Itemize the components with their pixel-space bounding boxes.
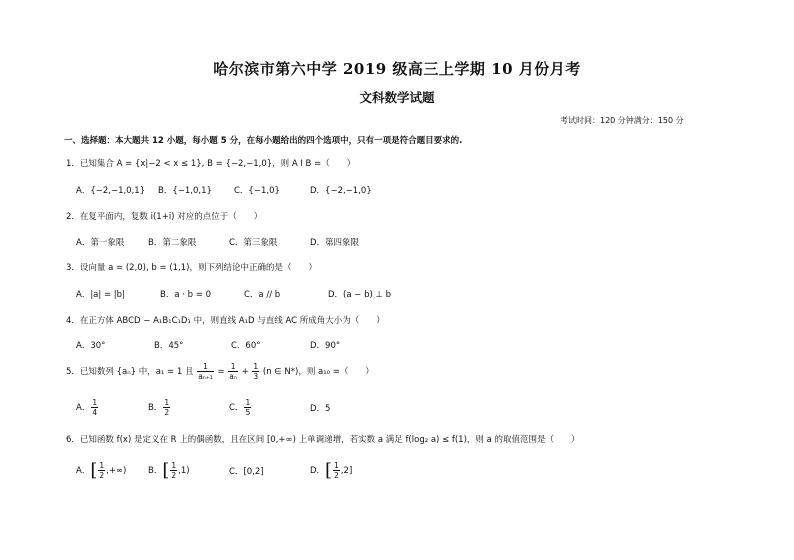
question-3-option-a: A．|a| = |b| <box>76 290 125 300</box>
question-1-option-d: D．{−2,−1,0} <box>310 186 372 196</box>
question-4-option-c: C．60° <box>231 341 261 351</box>
question-5-option-d: D．5 <box>310 404 331 414</box>
question-4-stem: 4．在正方体 ABCD − A₁B₁C₁D₁ 中，则直线 A₁D 与直线 AC 所成角大小为（ ） <box>66 316 385 326</box>
question-6-option-b: B．[ $\frac{1}{2}$ ,1) <box>148 460 190 481</box>
question-3-stem: 3．设向量 a = (2,0), b = (1,1)，则下列结论中正确的是（ ） <box>66 263 317 273</box>
question-2-option-b: B．第二象限 <box>148 238 197 248</box>
question-4-option-a: A．30° <box>76 341 106 351</box>
question-3-option-c: C．a // b <box>244 290 281 300</box>
question-2-option-c: C．第三象限 <box>229 238 278 248</box>
question-6-stem: 6．已知函数 f(x) 是定义在 R 上的偶函数，且在区间 [0,+∞) 上单调递增，若实数 a 满足 f(log₂ a) ≤ f(1)，则 a 的取值范围是（ ） <box>66 435 580 445</box>
question-5-option-c: C． $\frac{1}{5}$ <box>229 398 251 417</box>
question-1-option-b: B．{−1,0,1} <box>158 186 212 196</box>
question-6-option-a: A．[ $\frac{1}{2}$ ,+∞) <box>76 460 127 481</box>
question-4-option-d: D．90° <box>310 341 341 351</box>
question-5-plus: + <box>241 367 249 377</box>
question-3-option-d: D．(a − b) ⊥ b <box>328 290 392 300</box>
question-5-fraction-2: $\frac{1}{\text{aₙ}}$ <box>229 362 237 381</box>
question-6-option-c: C．[0,2] <box>229 467 264 477</box>
question-4-option-b: B．45° <box>154 341 184 351</box>
exam-title: 哈尔滨市第六中学 2019 级高三上学期 10 月份月考 <box>213 60 581 78</box>
question-2-stem: 2．在复平面内，复数 i(1+i) 对应的点位于（ ） <box>66 212 263 222</box>
question-6-option-d: D．[ $\frac{1}{2}$ ,2] <box>310 460 353 481</box>
question-5-stem <box>66 362 374 381</box>
section-heading: 一、选择题：本大题共 12 小题，每小题 5 分，在每小题给出的四个选项中，只有一项是符合题目要求的. <box>64 136 463 146</box>
question-5-stem-before: 5．已知数列 {aₙ} 中，a₁ = 1 且 <box>66 367 194 377</box>
question-1-option-c: C．{−1,0} <box>234 186 280 196</box>
question-5-stem-after: (n ∈ N*)，则 a₁₀ =（ ） <box>262 367 374 377</box>
question-3-option-b: B．a · b = 0 <box>160 290 211 300</box>
question-1-option-a: A．{−2,−1,0,1} <box>76 186 146 196</box>
question-5-option-b: B． $\frac{1}{2}$ <box>148 398 170 417</box>
question-5-option-a: A． $\frac{1}{4}$ <box>76 398 98 417</box>
question-5-equals: = <box>217 367 225 377</box>
question-2-option-d: D．第四象限 <box>310 238 360 248</box>
question-5-fraction-3: $\frac{1}{3}$ <box>253 362 259 381</box>
exam-info: 考试时间：120 分钟满分：150 分 <box>560 116 684 125</box>
question-1-stem: 1．已知集合 A = {x|−2 < x ≤ 1}, B = {−2,−1,0}，则 A I B =（ ） <box>66 159 356 169</box>
exam-subtitle: 文科数学试题 <box>359 90 435 105</box>
question-2-option-a: A．第一象限 <box>76 238 125 248</box>
question-5-fraction-1: $\frac{1}{\text{aₙ₊₁}}$ <box>198 362 213 381</box>
